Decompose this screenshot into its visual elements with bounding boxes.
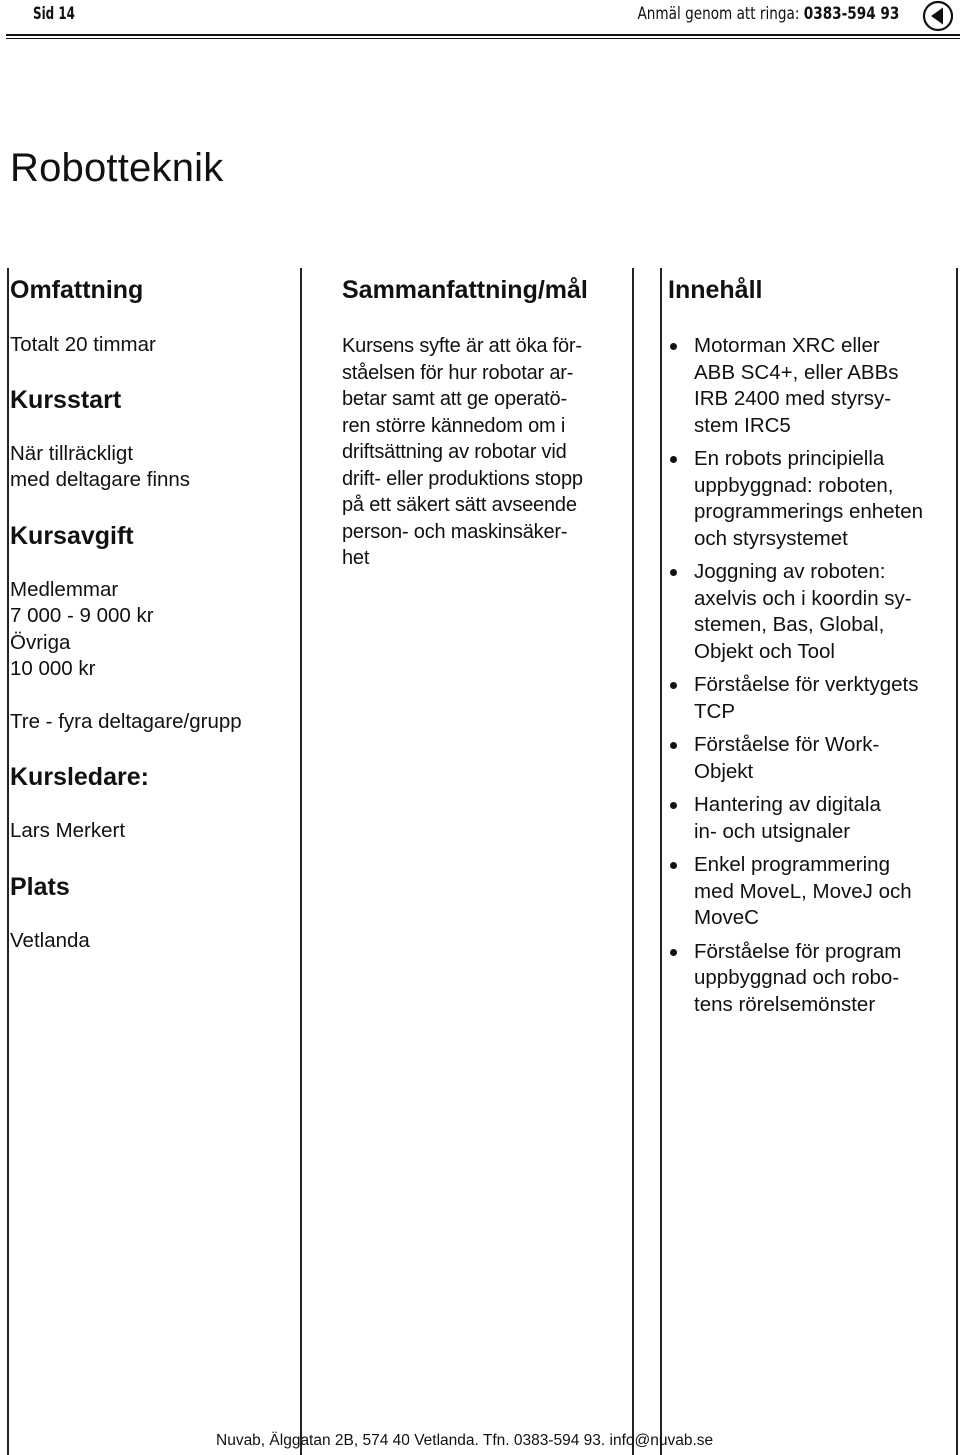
summary-line: drift- eller produktions stopp [342,467,583,490]
bullet-icon [670,949,677,956]
list-item-line: och styrsystemet [694,526,848,550]
bullet-icon [670,862,677,869]
list-item [668,852,958,932]
page-number: Sid 14 [33,4,75,24]
fee-text: Övriga [10,631,71,654]
list-item-line: En robots principiella [694,447,885,470]
bullet-icon [670,569,677,576]
list-item-line: Förståelse för Work- [694,733,880,756]
list-item [668,559,958,665]
place-text: Vetlanda [10,929,90,952]
fee-text: 7 000 - 9 000 kr [10,604,154,627]
list-item-line: in- och utsignaler [694,819,851,843]
phone-number[interactable]: 0383-594 93 [803,4,899,24]
page-title: Robotteknik [10,146,224,190]
fee-text: Medlemmar [10,578,119,601]
list-item-line: Objekt och Tool [694,639,835,663]
footer-contact: Nuvab, Älggatan 2B, 574 40 Vetlanda. Tfn. 0383-594 93. info@nuvab.se [216,1432,714,1449]
bullet-icon [670,682,677,689]
back-arrow-icon [922,0,954,32]
summary-text [342,333,642,572]
list-item-line: TCP [694,699,735,723]
bullet-icon [670,456,677,463]
list-item-line: axelvis och i koordin sy- [694,586,912,610]
list-item-line: Objekt [694,759,754,783]
list-item-line: IRB 2400 med styrsy- [694,387,892,410]
list-item-line: Förståelse för verktygets [694,673,919,696]
list-item [668,939,958,1019]
list-item [668,333,958,439]
header-divider [6,34,960,39]
place-heading: Plats [10,873,70,901]
course-duration: Totalt 20 timmar [10,333,156,356]
list-item-line: tens rörelsemönster [694,992,876,1016]
list-item-line: stem IRC5 [694,413,791,437]
phone-label: Anmäl genom att ringa: [637,4,804,24]
list-item [668,732,958,785]
list-item-line: Joggning av roboten: [694,560,886,583]
list-item-line: Motorman XRC eller [694,334,880,357]
list-item-line: uppbyggnad och robo- [694,966,900,989]
phone-info [637,4,899,24]
start-heading: Kursstart [10,386,122,414]
list-item-line: Hantering av digitala [694,793,881,816]
content-heading: Innehåll [668,276,763,304]
summary-line: betar samt att ge operatö- [342,388,567,410]
list-item-line: MoveC [694,906,759,929]
list-item-line: med MoveL, MoveJ och [694,879,912,903]
start-text: med deltagare finns [10,468,191,491]
leader-heading: Kursledare: [10,763,149,791]
list-item-line: Enkel programmering [694,853,890,876]
summary-line: person- och maskinsäker- [342,520,568,543]
leader-name: Lars Merkert [10,819,126,842]
scope-heading: Omfattning [10,276,144,304]
column-divider [660,268,662,1455]
column-divider [300,268,302,1455]
summary-line: het [342,547,370,569]
summary-line: ståelsen för hur robotar ar- [342,361,574,384]
column-divider [7,268,9,1455]
list-item-line: uppbyggnad: roboten, [694,473,894,497]
list-item-line: Förståelse för program [694,939,902,963]
bullet-icon [670,742,677,749]
start-text: När tillräckligt [10,442,134,465]
list-item-line: ABB SC4+, eller ABBs [694,360,899,384]
summary-heading: Sammanfattning/mål [342,276,588,304]
fee-heading: Kursavgift [10,522,134,550]
list-item [668,446,958,552]
summary-line: på ett säkert sätt avseende [342,494,577,516]
list-item-line: programmerings enheten [694,500,924,523]
fee-text: 10 000 kr [10,657,96,680]
content-list [668,333,958,1025]
summary-line: Kursens syfte är att öka för- [342,335,582,357]
list-item [668,792,958,845]
list-item-line: stemen, Bas, Global, [694,613,885,636]
page-header [0,0,960,34]
summary-line: ren större kännedom om i [342,414,566,437]
group-size: Tre - fyra deltagare/grupp [10,710,242,733]
bullet-icon [670,343,677,350]
list-item [668,672,958,725]
summary-line: driftsättning av robotar vid [342,441,567,463]
bullet-icon [670,802,677,809]
back-arrow-button[interactable] [922,0,954,32]
